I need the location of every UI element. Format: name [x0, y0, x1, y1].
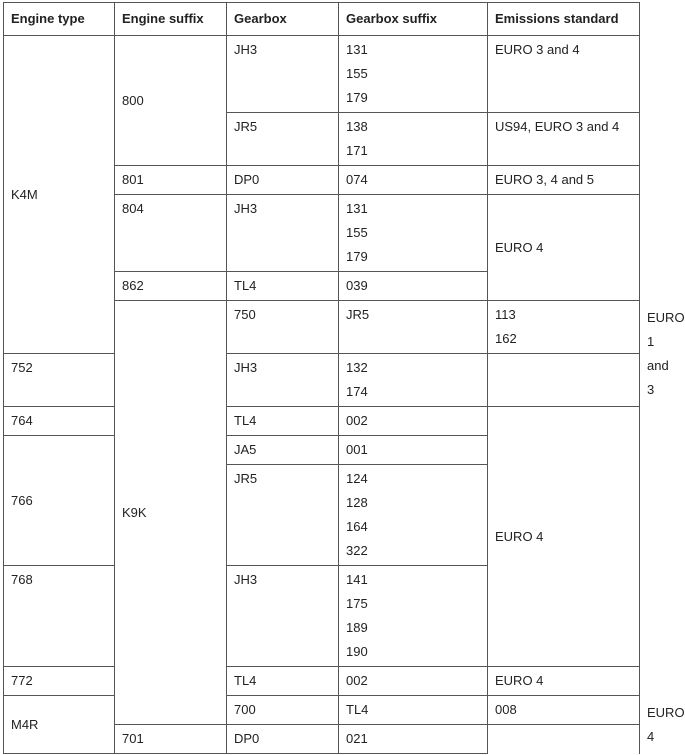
gearbox-suffix — [339, 113, 488, 166]
gearbox-suffix-value: 162 — [495, 331, 517, 346]
header-row — [4, 3, 640, 36]
gearbox-suffix: 008 — [488, 696, 640, 725]
engine-suffix: 772 — [4, 667, 115, 696]
gearbox: JH3 — [227, 566, 339, 667]
engine-suffix: 800 — [115, 36, 227, 166]
table-row — [4, 407, 640, 436]
gearbox-suffix-value: 190 — [346, 644, 368, 659]
table-row: M4R 700 TL4 008 EURO 4 — [4, 696, 640, 725]
emissions-standard: EURO 3, 4 and 5 — [488, 166, 640, 195]
header-gearbox: Gearbox — [227, 3, 339, 36]
engine-suffix: 768 — [4, 566, 115, 667]
header-gearbox-suffix: Gearbox suffix — [339, 3, 488, 36]
table-row — [4, 36, 640, 113]
gearbox: TL4 — [227, 272, 339, 301]
table-row: K9K 750 JR5 113 162 EURO 1 and 3 — [4, 301, 640, 354]
gearbox-suffix-value: 131 — [346, 201, 368, 216]
engine-suffix: 750 — [227, 301, 339, 354]
gearbox: TL4 — [227, 407, 339, 436]
emissions-standard: EURO 4 — [488, 407, 640, 667]
table-row — [4, 667, 640, 696]
gearbox-suffix-value: 189 — [346, 620, 368, 635]
emissions-standard: US94, EURO 3 and 4 — [488, 113, 640, 166]
table-row — [4, 354, 640, 407]
gearbox: JR5 — [227, 465, 339, 566]
header-engine-type: Engine type — [4, 3, 115, 36]
gearbox-suffix-value: 174 — [346, 384, 368, 399]
engine-suffix: 804 — [115, 195, 227, 272]
gearbox-suffix-value: 124 — [346, 471, 368, 486]
engine-type-m4r: M4R — [4, 696, 115, 754]
gearbox-suffix: 039 — [339, 272, 488, 301]
gearbox-suffix: 002 — [339, 407, 488, 436]
gearbox-suffix — [339, 36, 488, 113]
engine-suffix: 862 — [115, 272, 227, 301]
gearbox: TL4 — [339, 696, 488, 725]
gearbox-suffix-value: 164 — [346, 519, 368, 534]
gearbox: TL4 — [227, 667, 339, 696]
gearbox: DP0 — [227, 166, 339, 195]
gearbox-suffix-value: 128 — [346, 495, 368, 510]
engine-table — [3, 2, 685, 754]
emissions-standard: EURO 3 and 4 — [488, 36, 640, 113]
gearbox: JH3 — [227, 354, 339, 407]
emissions-standard: EURO 4 — [488, 195, 640, 301]
gearbox-suffix-value: 138 — [346, 119, 368, 134]
gearbox: JH3 — [227, 36, 339, 113]
gearbox-suffix-value: 132 — [346, 360, 368, 375]
gearbox-suffix-value: 131 — [346, 42, 368, 57]
gearbox-suffix-value: 141 — [346, 572, 368, 587]
header-engine-suffix: Engine suffix — [115, 3, 227, 36]
gearbox-suffix-value: 322 — [346, 543, 368, 558]
gearbox-suffix-value: 179 — [346, 90, 368, 105]
gearbox-suffix — [339, 195, 488, 272]
engine-suffix: 764 — [4, 407, 115, 436]
engine-suffix: 766 — [4, 436, 115, 566]
gearbox-suffix: 001 — [339, 436, 488, 465]
gearbox-suffix-value: 171 — [346, 143, 368, 158]
gearbox-suffix-value: 175 — [346, 596, 368, 611]
engine-suffix: 700 — [227, 696, 339, 725]
gearbox: JR5 — [339, 301, 488, 354]
gearbox-suffix-value: 179 — [346, 249, 368, 264]
gearbox: DP0 — [227, 725, 339, 754]
gearbox-suffix: 002 — [339, 667, 488, 696]
gearbox-suffix: 021 — [339, 725, 488, 754]
engine-suffix: 801 — [115, 166, 227, 195]
emissions-standard: EURO 4 — [488, 667, 640, 696]
gearbox-suffix-value: 113 — [495, 307, 516, 322]
gearbox-suffix: 074 — [339, 166, 488, 195]
gearbox-suffix — [339, 354, 488, 407]
engine-type-k4m: K4M — [4, 36, 115, 354]
gearbox: JA5 — [227, 436, 339, 465]
gearbox: JR5 — [227, 113, 339, 166]
engine-suffix: 701 — [115, 725, 227, 754]
gearbox-suffix-value: 155 — [346, 66, 368, 81]
header-emissions: Emissions standard — [488, 3, 640, 36]
engine-type-k9k: K9K — [115, 301, 227, 725]
gearbox-suffix — [488, 301, 640, 354]
gearbox: JH3 — [227, 195, 339, 272]
gearbox-suffix — [339, 465, 488, 566]
gearbox-suffix-value: 155 — [346, 225, 368, 240]
gearbox-suffix — [339, 566, 488, 667]
engine-suffix: 752 — [4, 354, 115, 407]
